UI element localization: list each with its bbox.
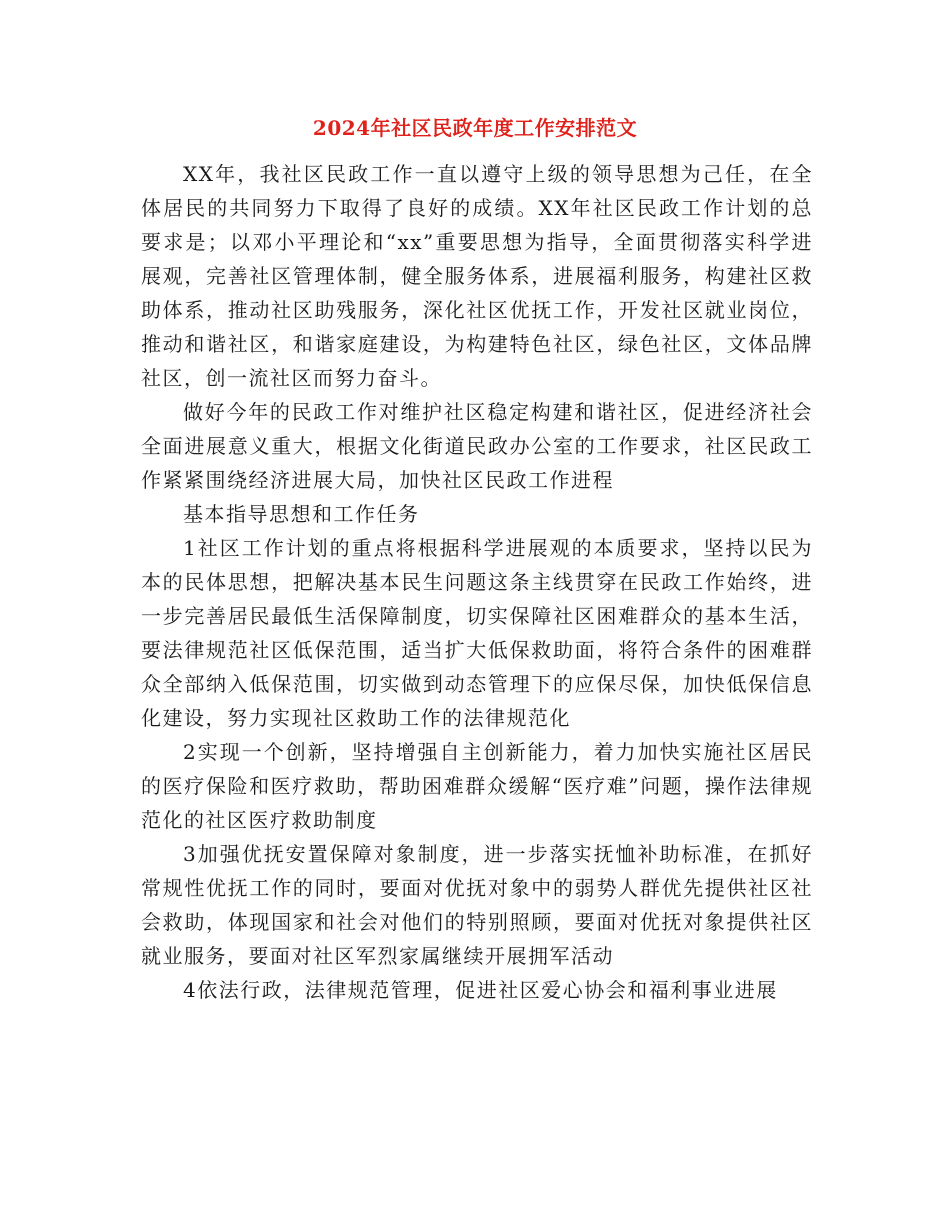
paragraph: XX年，我社区民政工作一直以遵守上级的领导思想为己任，在全体居民的共同努力下取得了良好的成绩。XX年社区民政工作计划的总要求是；以邓小平理论和“xx”重要思想为指导，全面贯彻落实科学进展观，完善社区管理体制，健全服务体系，进展福利服务，构建社区救助体系，推动社区助残服务，深化社区优抚工作，开发社区就业岗位，推动和谐社区，和谐家庭建设，为构建特色社区，绿色社区，文体品牌社区，创一流社区而努力奋斗。 (141, 162, 813, 390)
document-title: 2024年社区民政年度工作安排范文 (312, 116, 638, 140)
paragraph: 做好今年的民政工作对维护社区稳定构建和谐社区，促进经济社会全面进展意义重大，根据文化街道民政办公室的工作要求，社区民政工作紧紧围绕经济进展大局，加快社区民政工作进程 (141, 400, 813, 492)
paragraph: 4依法行政，法律规范管理，促进社区爱心协会和福利事业进展 (183, 978, 778, 1002)
paragraph: 1社区工作计划的重点将根据科学进展观的本质要求，坚持以民为本的民体思想，把解决基本民生问题这条主线贯穿在民政工作始终，进一步完善居民最低生活保障制度，切实保障社区困难群众的基本生活，要法律规范社区低保范围，适当扩大低保救助面，将符合条件的困难群众全部纳入低保范围，切实做到动态管理下的应保尽保，加快低保信息化建设，努力实现社区救助工作的法律规范化 (141, 536, 813, 730)
document-body (141, 157, 813, 1007)
section-heading: 基本指导思想和工作任务 (183, 502, 420, 526)
paragraph: 2实现一个创新，坚持增强自主创新能力，着力加快实施社区居民的医疗保险和医疗救助，帮助困难群众缓解“医疗难”问题，操作法律规范化的社区医疗救助制度 (141, 740, 813, 832)
paragraph: 3加强优抚安置保障对象制度，进一步落实抚恤补助标准，在抓好常规性优抚工作的同时，要面对优抚对象中的弱势人群优先提供社区社会救助，体现国家和社会对他们的特别照顾，要面对优抚对象提供社区就业服务，要面对社区军烈家属继续开展拥军活动 (141, 842, 813, 968)
